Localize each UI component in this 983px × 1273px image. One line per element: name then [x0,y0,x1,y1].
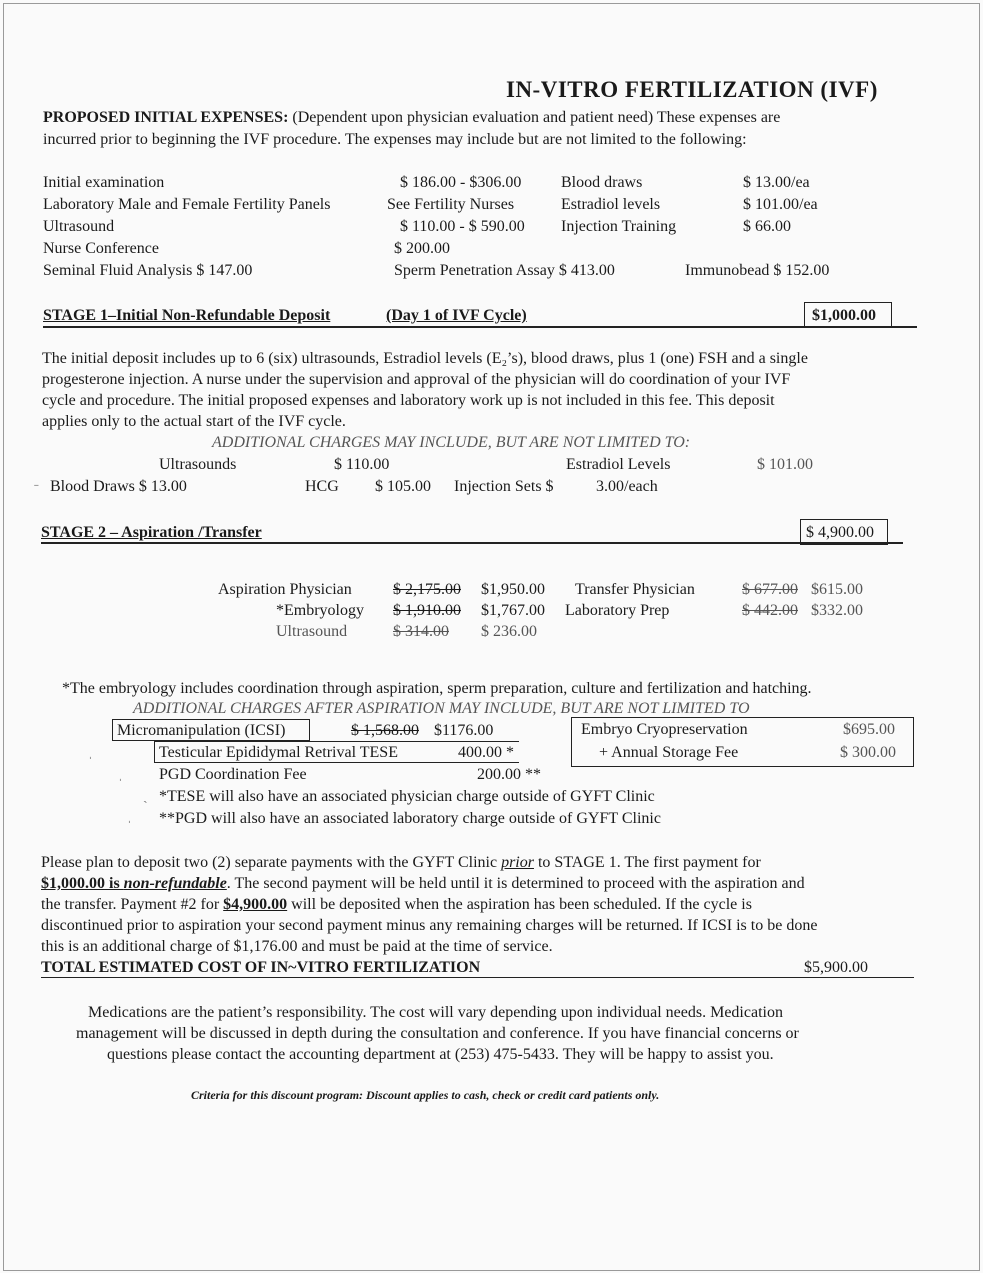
criteria-note: Criteria for this discount program: Discount applies to cash, check or credit card patients only. [191,1088,660,1102]
initial-price: $ 66.00 [743,218,791,235]
meds-line: management will be discussed in depth during the consultation and conference. If you have financial concerns or [76,1025,799,1042]
stage1-additional-heading: ADDITIONAL CHARGES MAY INCLUDE, BUT ARE NOT LIMITED TO: [212,434,691,451]
icsi-old-price: $ 1,568.00 [351,722,419,739]
initial-item: Ultrasound [43,218,115,235]
initial-item: Blood draws [561,174,643,191]
meds-line: Medications are the patient’s responsibility. The cost will vary depending upon individual needs. Medication [88,1004,783,1021]
initial-item: Estradiol levels [561,196,661,213]
stage2-item-label: Laboratory Prep [565,602,670,619]
stage2-old-price: $ 2,175.00 [393,581,461,598]
tick-mark: ˏ [143,789,148,804]
estradiol-label: Estradiol Levels [566,456,671,473]
estradiol-price: $ 101.00 [757,456,813,473]
plan-line-3 [41,895,752,915]
icsi-label: Micromanipulation (ICSI) [117,722,286,739]
total-amount: $5,900.00 [804,959,868,976]
intro-line-2: incurred prior to beginning the IVF procedure. The expenses may include but are not limited to the following: [43,131,747,148]
immunobead-price: Immunobead $ 152.00 [685,262,830,279]
stage1-amount: $1,000.00 [812,307,876,324]
initial-item: Injection Training [561,218,677,235]
plan-text: . The second payment will be held until it is determined to proceed with the aspiration and [226,875,805,892]
stage2-new-price: $1,767.00 [481,602,545,619]
stage2-item-label: *Embryology [276,602,364,619]
cryo-price: $695.00 [843,721,895,738]
stage2-old-price: $ 442.00 [742,602,798,619]
ultrasounds-label: Ultrasounds [159,456,237,473]
plan-line-2 [41,874,805,894]
ultrasounds-price: $ 110.00 [334,456,390,473]
tick-mark: ˌ [118,767,123,782]
tese-price: 400.00 * [458,744,514,761]
storage-label: + Annual Storage Fee [599,744,739,761]
stage1-title: STAGE 1–Initial Non-Refundable Deposit [43,307,331,324]
initial-price: Sperm Penetration Assay $ 413.00 [394,262,615,279]
stage2-item-label: Aspiration Physician [218,581,352,598]
plan-nonrefundable: non-refundable [123,875,227,892]
stage1-rule [43,326,917,328]
plan-line-1 [41,853,761,873]
initial-price: $ 13.00/ea [743,174,810,191]
plan-text: Please plan to deposit two (2) separate payments with the GYFT Clinic [41,854,502,871]
intro-line-1-text: (Dependent upon physician evaluation and patient need) These expenses are [288,109,781,126]
pgd-note: **PGD will also have an associated laboratory charge outside of GYFT Clinic [159,810,661,827]
stage1-paragraph-line: applies only to the actual start of the IVF cycle. [42,413,346,430]
stage2-old-price: $ 677.00 [742,581,798,598]
storage-price: $ 300.00 [840,744,896,761]
tese-note: *TESE will also have an associated physician charge outside of GYFT Clinic [159,788,655,805]
tick-mark: ˗ [34,477,39,492]
stage1-paragraph-line: progesterone injection. A nurse under the supervision and approval of the physician will do coordination of your IVF [42,371,791,388]
stage2-title: STAGE 2 – Aspiration /Transfer [41,524,262,541]
plan-first-amount: $1,000.00 is [41,875,124,892]
document-title: IN-VITRO FERTILIZATION (IVF) [506,77,878,102]
plan-text: to STAGE 1. The first payment for [533,854,761,871]
initial-item: Seminal Fluid Analysis $ 147.00 [43,262,253,279]
plan-prior: prior [501,854,534,871]
intro-line-1 [43,108,780,128]
tick-mark: ˌ [88,745,93,760]
stage2-old-price: $ 314.00 [393,623,449,640]
initial-price: $ 110.00 - $ 590.00 [400,218,525,235]
initial-item: Nurse Conference [43,240,159,257]
total-rule [41,977,914,978]
blood-draws: Blood Draws $ 13.00 [50,478,187,495]
cryo-label: Embryo Cryopreservation [581,721,748,738]
stage2-new-price: $ 236.00 [481,623,537,640]
stage2-old-price: $ 1,910.00 [393,602,461,619]
embryology-note: *The embryology includes coordination through aspiration, sperm preparation, culture and fertilization and hatching. [62,680,812,697]
plan-line-5: this is an additional charge of $1,176.00 and must be paid at the time of service. [41,938,553,955]
icsi-new-price: $1176.00 [434,722,494,739]
meds-line: questions please contact the accounting department at (253) 475-5433. They will be happy to assist you. [107,1046,774,1063]
stage2-additional-heading: ADDITIONAL CHARGES AFTER ASPIRATION MAY INCLUDE, BUT ARE NOT LIMITED TO [133,700,750,717]
initial-item: Initial examination [43,174,165,191]
plan-text: will be deposited when the aspiration has been scheduled. If the cycle is [287,896,752,913]
stage2-item-label: Transfer Physician [575,581,695,598]
initial-item: Laboratory Male and Female Fertility Panels [43,196,331,213]
pgd-price: 200.00 ** [477,766,541,783]
injection-sets-label: Injection Sets $ [454,478,554,495]
hcg-price: $ 105.00 [375,478,431,495]
injection-sets-price: 3.00/each [596,478,658,495]
tick-mark: ˌ [127,809,132,824]
initial-price: $ 186.00 - $306.00 [400,174,522,191]
stage1-paragraph-line: cycle and procedure. The initial proposed expenses and laboratory work up is not included in this fee. This deposit [42,392,775,409]
initial-price: See Fertility Nurses [387,196,515,213]
initial-price: $ 200.00 [394,240,450,257]
stage1-paragraph-line: The initial deposit includes up to 6 (six) ultrasounds, Estradiol levels (E₂’s), blood draws, plus 1 (one) FSH and a single [42,350,808,367]
stage2-item-label: Ultrasound [276,623,348,640]
stage2-new-price: $615.00 [811,581,863,598]
stage1-day: (Day 1 of IVF Cycle) [386,307,527,324]
intro-heading: PROPOSED INITIAL EXPENSES: [43,109,289,126]
stage2-amount: $ 4,900.00 [806,524,874,541]
hcg-label: HCG [305,478,339,495]
plan-line-4: discontinued prior to aspiration your second payment minus any remaining charges will be returned. If ICSI is to be done [41,917,818,934]
pgd-label: PGD Coordination Fee [159,766,307,783]
total-label: TOTAL ESTIMATED COST OF IN~VITRO FERTILIZATION [41,959,481,976]
initial-price: $ 101.00/ea [743,196,818,213]
stage2-new-price: $1,950.00 [481,581,545,598]
stage2-new-price: $332.00 [811,602,863,619]
plan-text: the transfer. Payment #2 for [41,896,224,913]
plan-second-amount: $4,900.00 [223,896,288,913]
stage2-rule [41,542,903,544]
tese-label: Testicular Epididymal Retrival TESE [159,744,398,761]
